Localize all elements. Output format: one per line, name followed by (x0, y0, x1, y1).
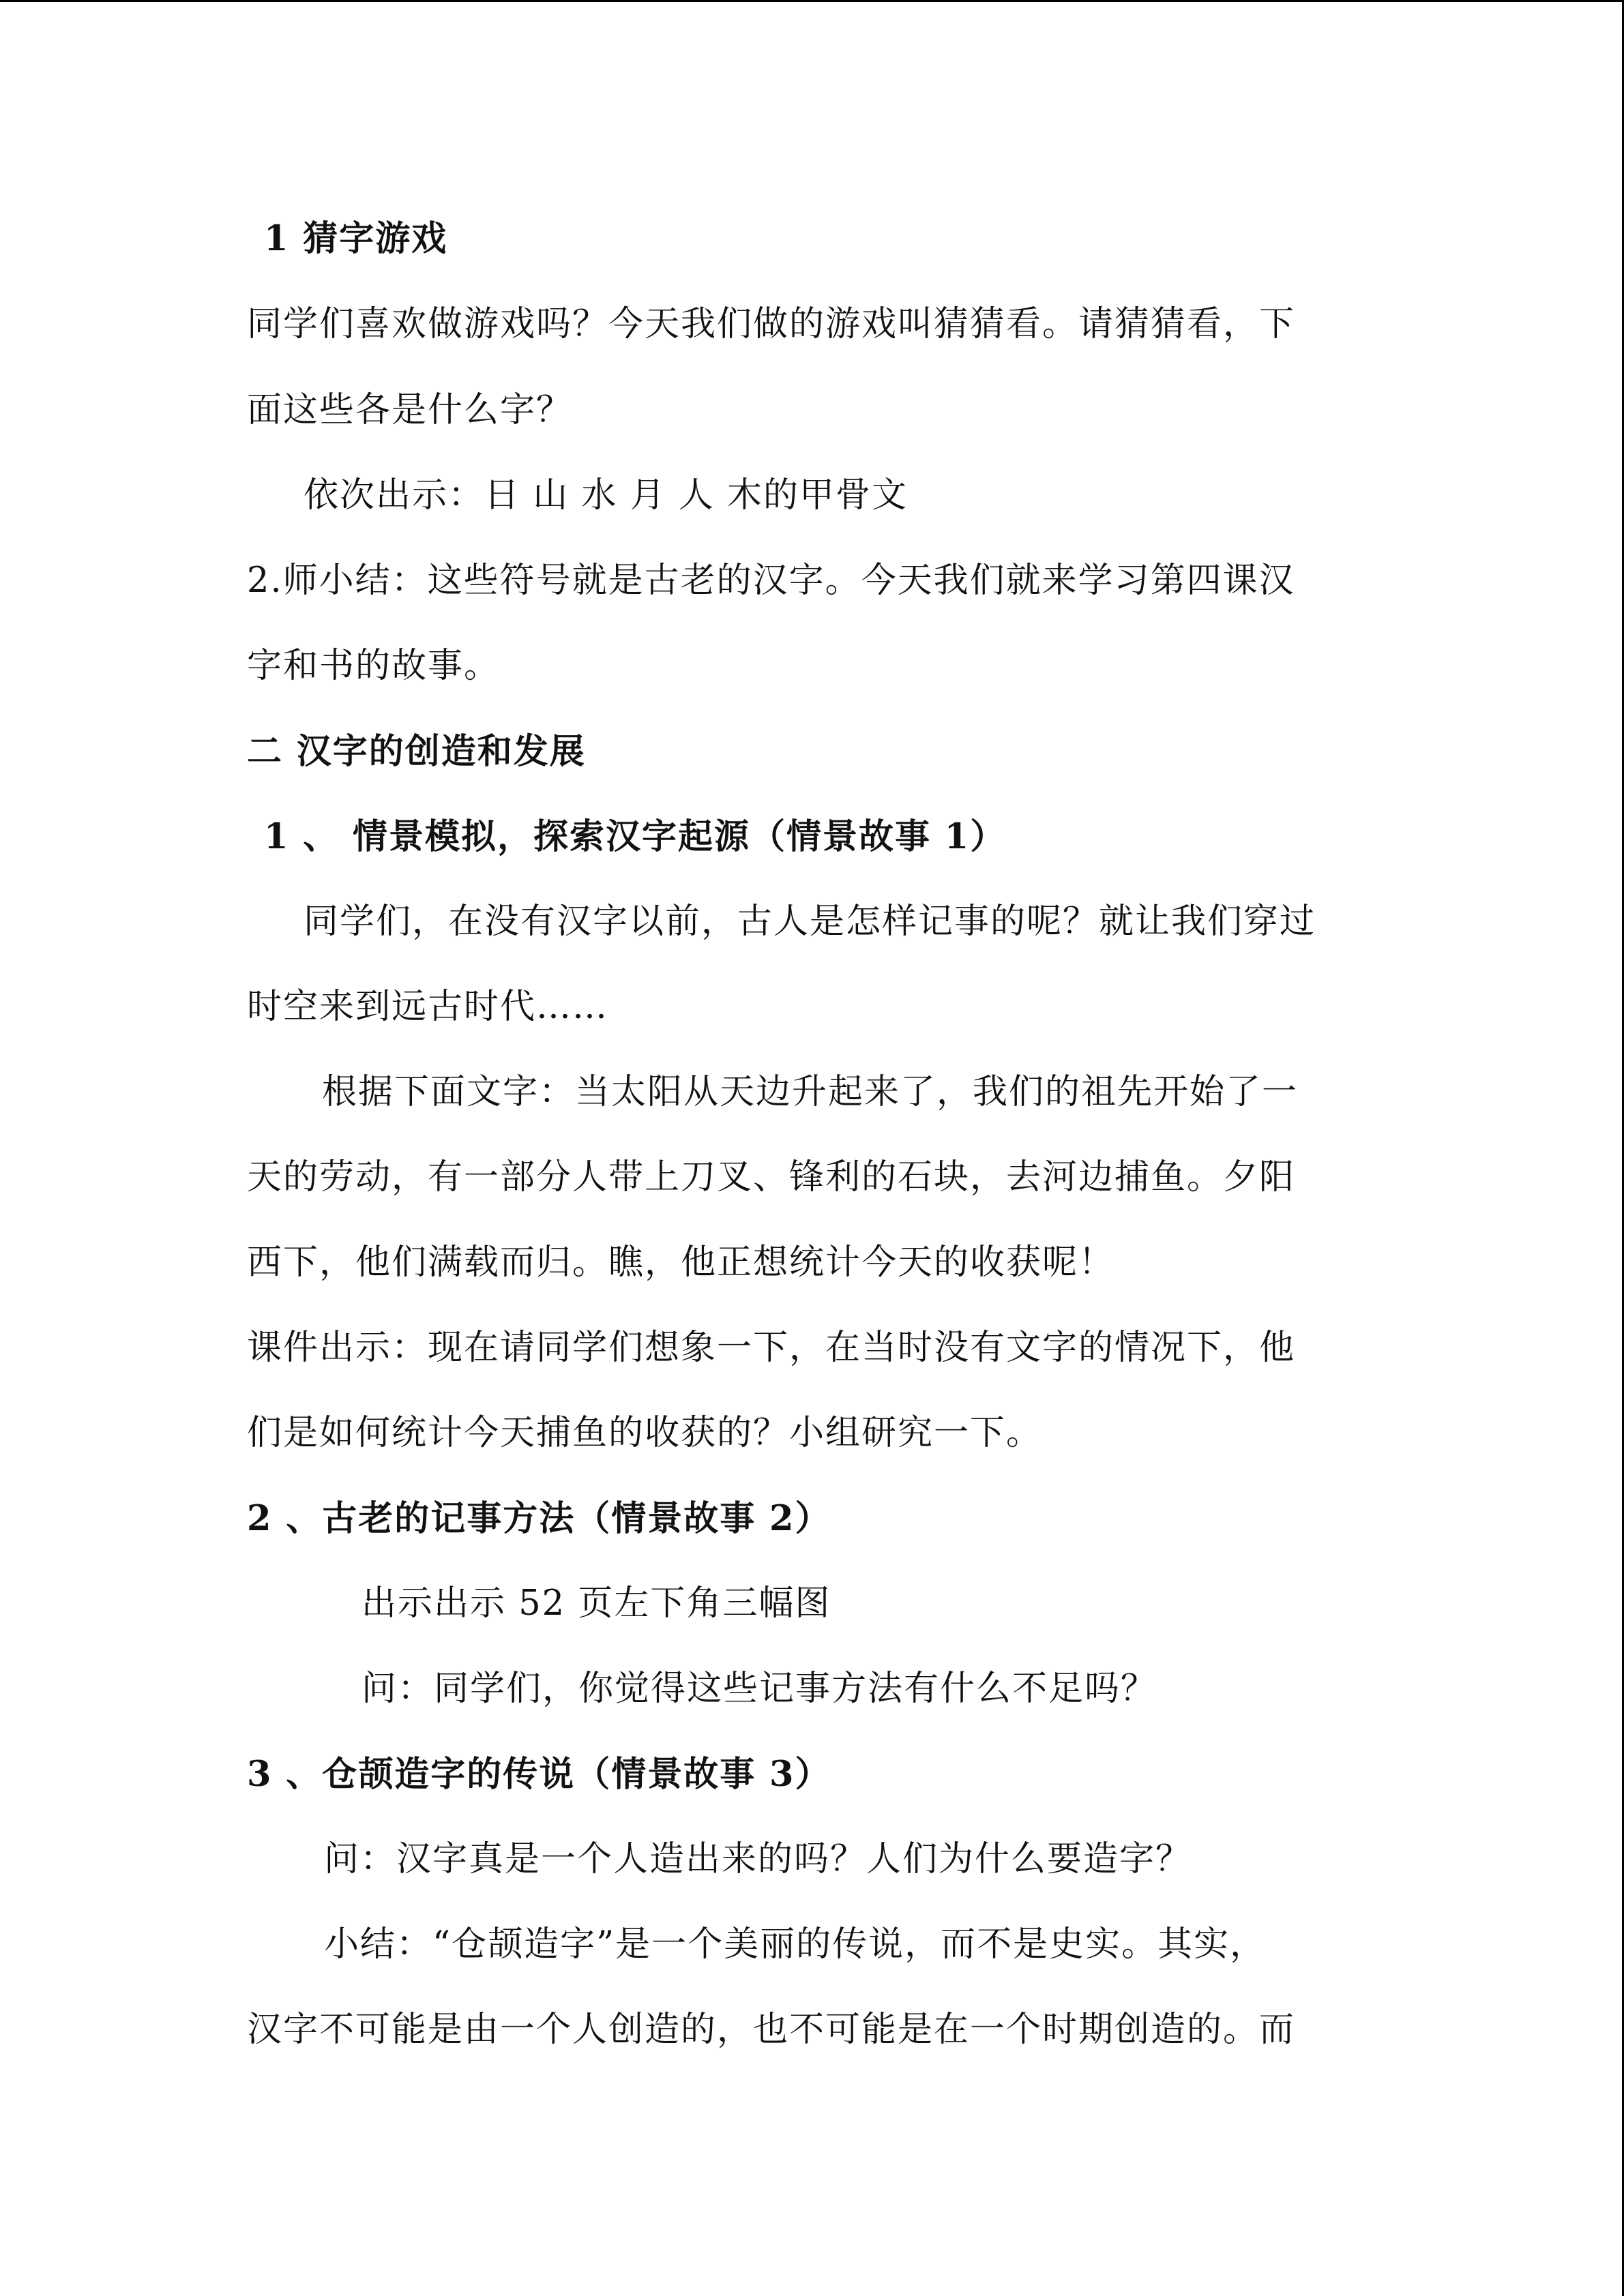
paragraph-line: 依次出示：日 山 水 月 人 木的甲骨文 (304, 475, 909, 516)
paragraph-line: 同学们，在没有汉字以前，古人是怎样记事的呢？就让我们穿过 (304, 901, 1316, 942)
paragraph-line: 字和书的故事。 (247, 646, 501, 686)
paragraph-line: 们是如何统计今天捕鱼的收获的？小组研究一下。 (247, 1413, 1043, 1453)
heading-guess-game: 1 猜字游戏 (264, 218, 448, 259)
paragraph-line: 西下，他们满载而归。瞧，他正想统计今天的收获呢！ (247, 1242, 1115, 1283)
paragraph-line: 问：汉字真是一个人造出来的吗？人们为什么要造字？ (324, 1839, 1192, 1879)
paragraph-line: 问：同学们，你觉得这些记事方法有什么不足吗？ (361, 1669, 1157, 1709)
paragraph-line: 面这些各是什么字？ (247, 390, 573, 430)
section-heading-2: 二 汉字的创造和发展 (247, 731, 586, 772)
paragraph-line: 出示出示 52 页左下角三幅图 (361, 1583, 831, 1624)
paragraph-line: 汉字不可能是由一个人创造的，也不可能是在一个时期创造的。而 (247, 2010, 1296, 2050)
paragraph-line: 同学们喜欢做游戏吗？今天我们做的游戏叫猜猜看。请猜猜看，下 (247, 304, 1296, 344)
paragraph-line: 天的劳动，有一部分人带上刀叉、锋利的石块，去河边捕鱼。夕阳 (247, 1157, 1296, 1197)
paragraph-line: 小结：“仓颉造字”是一个美丽的传说，而不是史实。其实， (324, 1924, 1267, 1965)
subheading-1: 1 、 情景模拟，探索汉字起源（情景故事 1） (264, 816, 1007, 857)
page-top-border (0, 0, 1624, 2)
paragraph-line: 课件出示：现在请同学们想象一下，在当时没有文字的情况下，他 (247, 1328, 1296, 1368)
paragraph-line: 2.师小结：这些符号就是古老的汉字。今天我们就来学习第四课汉 (247, 561, 1295, 601)
paragraph-line: 根据下面文字：当太阳从天边升起来了，我们的祖先开始了一 (322, 1072, 1299, 1112)
subheading-2: 2 、古老的记事方法（情景故事 2） (247, 1498, 831, 1539)
subheading-3: 3 、仓颉造字的传说（情景故事 3） (247, 1754, 831, 1795)
paragraph-line: 时空来到远古时代…… (247, 987, 609, 1027)
